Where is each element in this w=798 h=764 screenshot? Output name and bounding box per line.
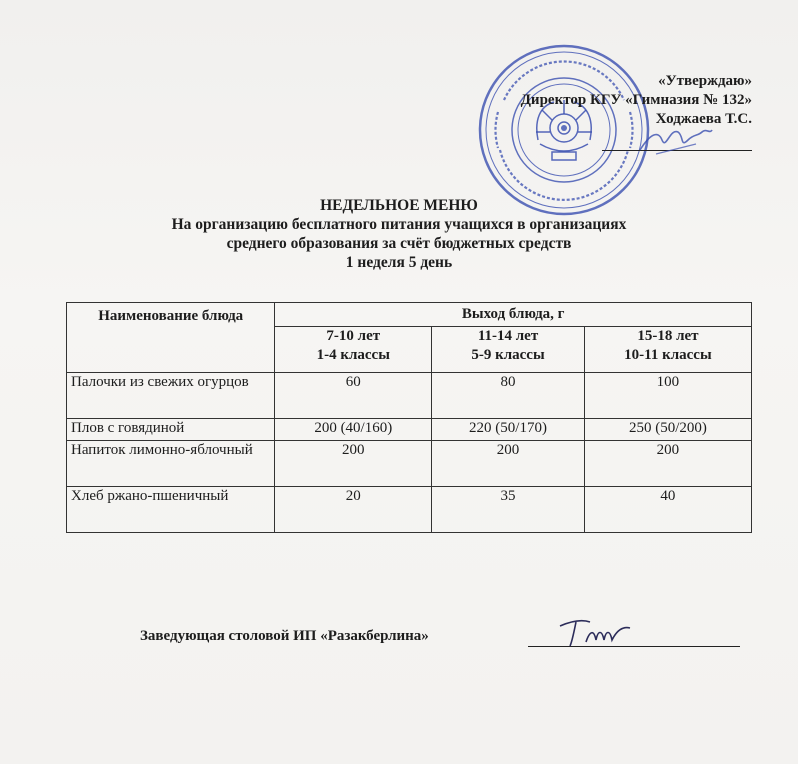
portion-value: 200 [275,441,432,487]
dish-name: Плов с говядиной [67,419,275,441]
approval-name: Ходжаева Т.С. [655,111,752,127]
dish-name: Палочки из свежих огурцов [67,373,275,419]
group-age: 11-14 лет [477,328,539,344]
state-emblem-seal-icon [474,40,654,220]
approval-position: Директор КГУ «Гимназия № 132» [520,92,752,108]
table-row [67,487,752,533]
menu-subtitle-2: среднего образования за счёт бюджетных средств [226,235,572,252]
group-grades: 1-4 классы [316,347,390,363]
portion-value: 100 [584,373,751,419]
table-row [67,419,752,441]
menu-table [66,302,752,533]
header-output: Выход блюда, г [275,303,752,327]
portion-value: 200 [584,441,751,487]
dish-name: Напиток лимонно-яблочный [67,441,275,487]
portion-value: 80 [432,373,585,419]
table-header-row [67,303,752,327]
approval-heading: «Утверждаю» [658,73,752,89]
portion-value: 35 [432,487,585,533]
table-row [67,441,752,487]
menu-week-day: 1 неделя 5 день [345,254,453,271]
group-age: 15-18 лет [637,328,699,344]
group-grades: 10-11 классы [624,347,712,363]
menu-subtitle-1: На организацию бесплатного питания учащихся в организациях [171,216,627,233]
menu-title: НЕДЕЛЬНОЕ МЕНЮ [320,197,478,214]
portion-value: 40 [584,487,751,533]
canteen-manager-label: Заведующая столовой ИП «Разакберлина» [140,628,429,644]
dish-name: Хлеб ржано-пшеничный [67,487,275,533]
portion-value: 20 [275,487,432,533]
header-group-3 [584,327,751,373]
header-group-1 [275,327,432,373]
header-group-2 [432,327,585,373]
portion-value: 200 [432,441,585,487]
manager-signature-icon [556,612,636,652]
table-row [67,373,752,419]
group-grades: 5-9 классы [471,347,545,363]
menu-title-block [0,196,798,272]
portion-value: 220 (50/170) [432,419,585,441]
group-age: 7-10 лет [326,328,381,344]
director-signature-icon [636,114,716,164]
portion-value: 200 (40/160) [275,419,432,441]
header-dish-name: Наименование блюда [67,303,275,373]
portion-value: 60 [275,373,432,419]
portion-value: 250 (50/200) [584,419,751,441]
